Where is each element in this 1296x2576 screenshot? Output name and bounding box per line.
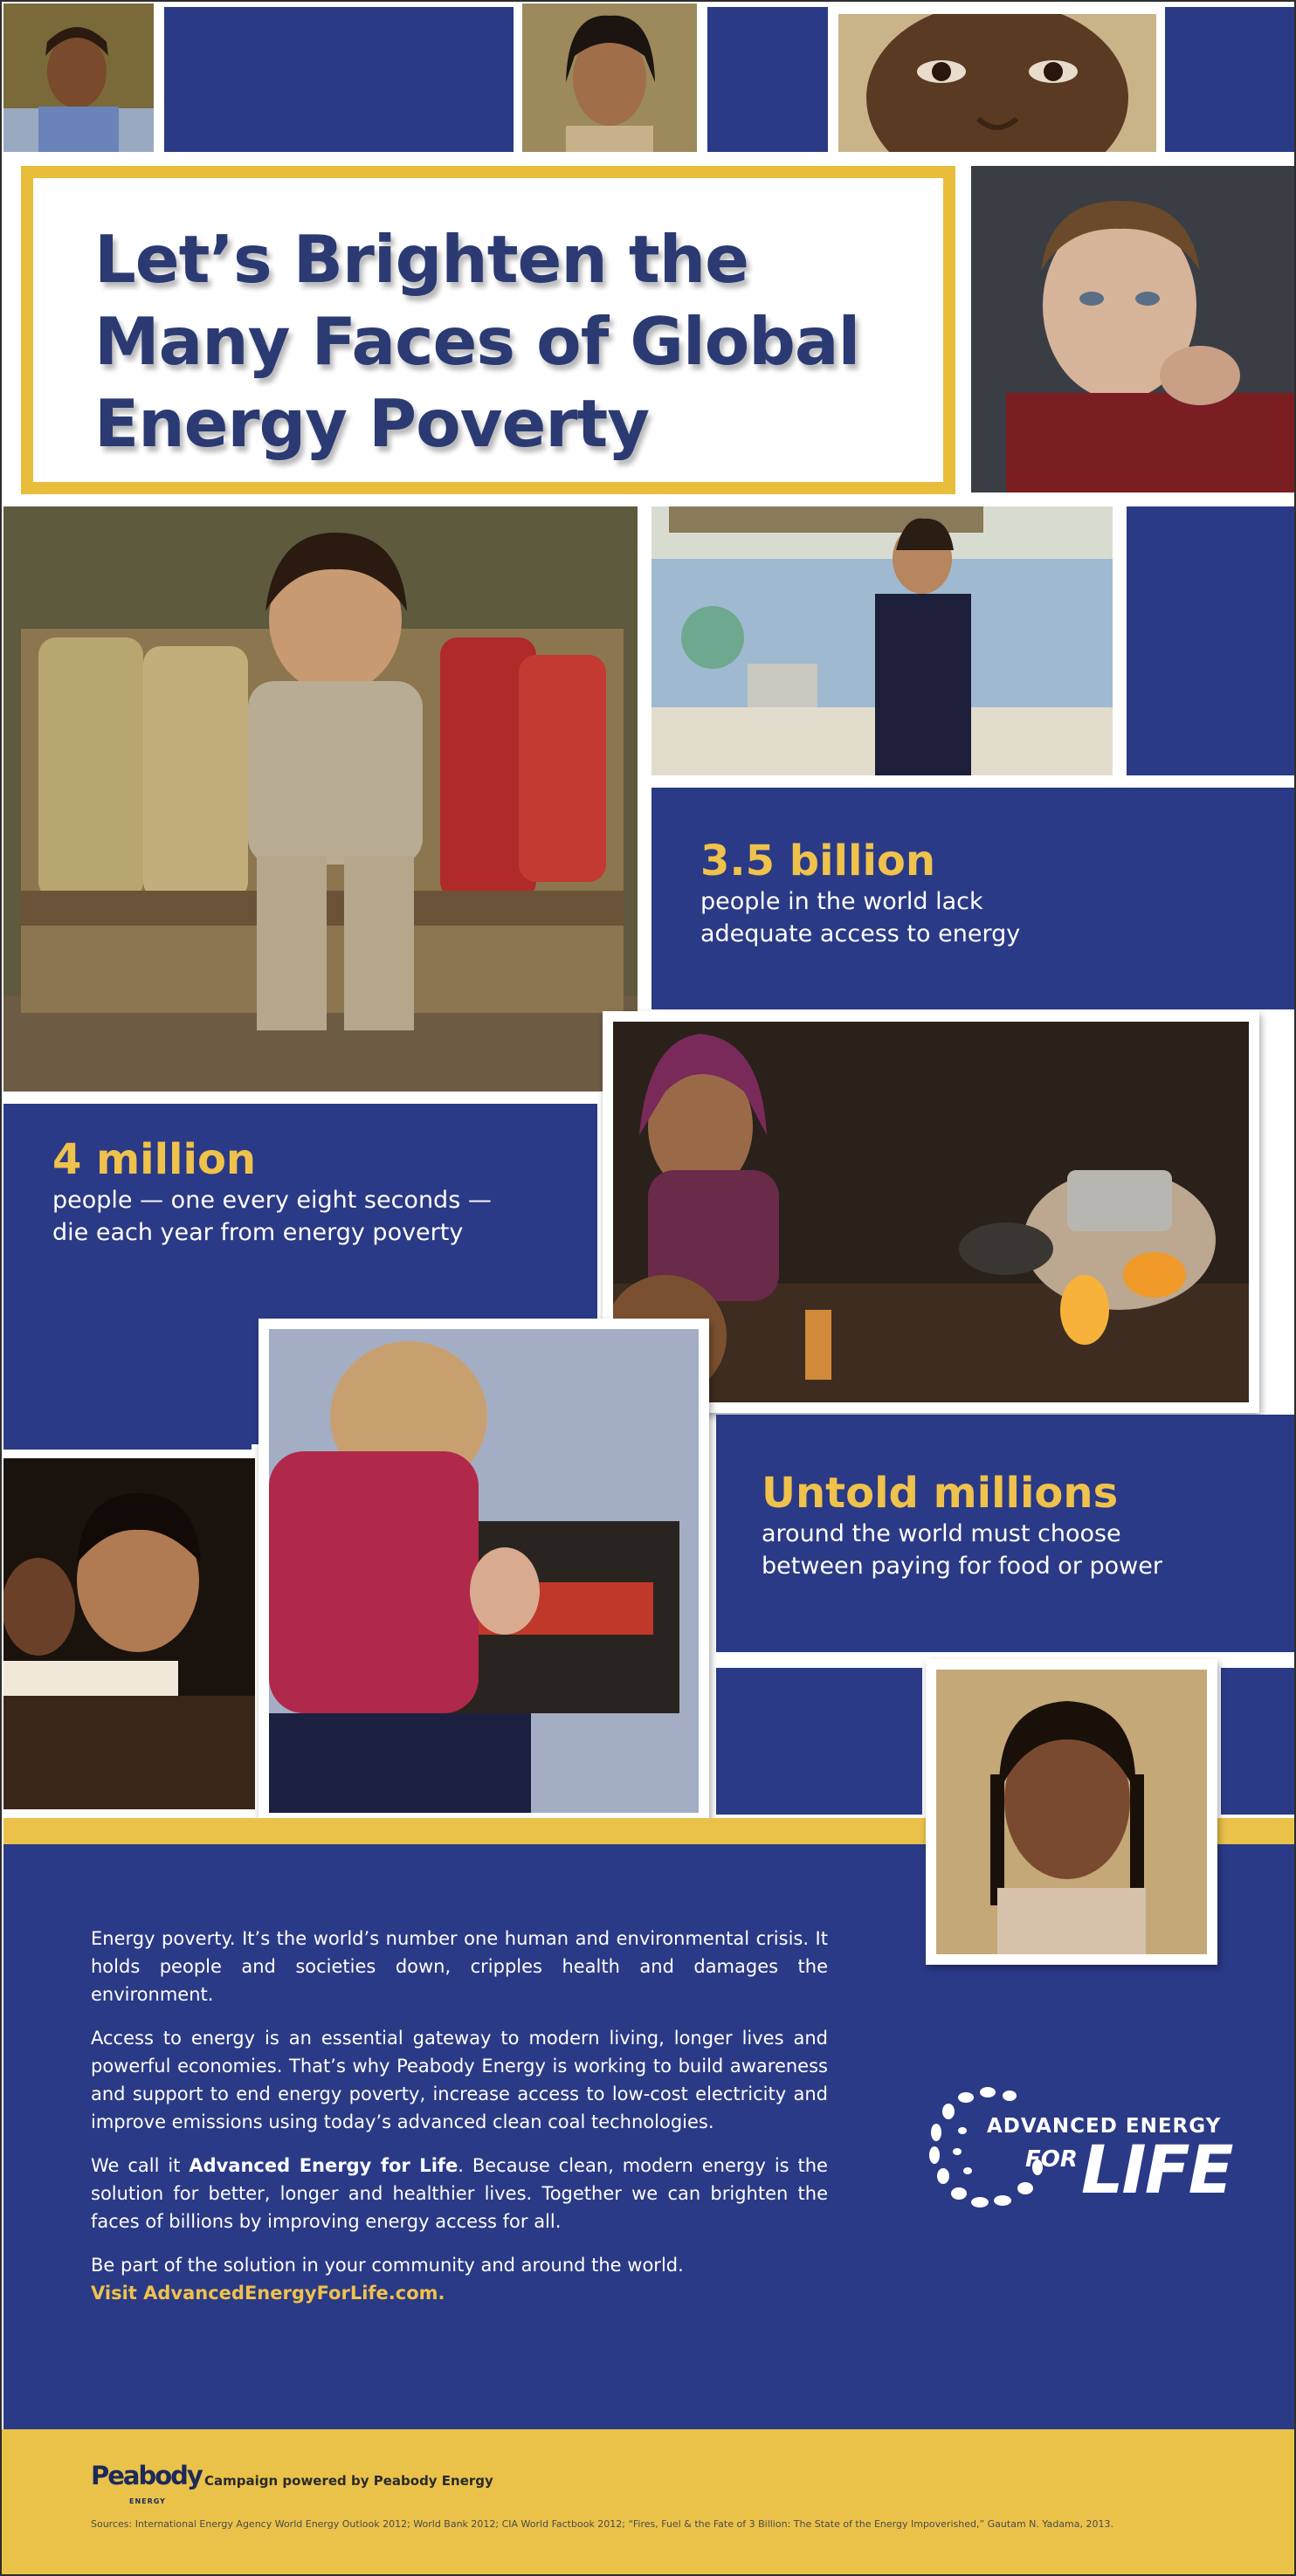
stat-untold-millions	[762, 1469, 1286, 1582]
top-navy-band	[1165, 7, 1296, 152]
advanced-energy-for-life-logo	[922, 2080, 1232, 2220]
children-reading-photo	[3, 1458, 255, 1809]
body-paragraph: Access to energy is an essential gateway to modern living, longer lives and powerful economies. That’s why Peabody Energy is working to build awareness and support to end energy poverty, increase access to low-cost electricity and improve emissions using today’s advanced clean coal technologies.	[91, 2028, 828, 2132]
navy-panel	[716, 1668, 922, 1815]
stat-4-million	[52, 1135, 594, 1249]
body-text: . Because clean, modern energy is the solution for better, longer and healthier lives. Together we can brighten the faces of billions by improving energy access for all.	[91, 2155, 828, 2232]
body-text: We call it	[91, 2155, 190, 2176]
girl-braids-photo	[926, 1659, 1217, 1965]
headline-box	[21, 166, 955, 494]
campaign-credit: Campaign powered by Peabody Energy	[204, 2473, 493, 2489]
headline-line: Many Faces of Global	[94, 303, 860, 380]
body-paragraph: Energy poverty. It’s the world’s number one human and environmental crisis. It holds people and societies down, cripples health and damages the environment.	[91, 1928, 828, 2005]
body-copy	[91, 1925, 828, 2323]
child-eyes-closeup-photo	[838, 14, 1156, 152]
stat-description: people in the world lack	[700, 888, 983, 915]
body-text: Be part of the solution in your community and around the world.	[91, 2255, 684, 2276]
stat-description: die each year from energy poverty	[52, 1219, 464, 1246]
logo-text: FOR	[1025, 2146, 1078, 2173]
headline-line: Energy Poverty	[94, 385, 650, 462]
website-link[interactable]: Visit AdvancedEnergyForLife.com.	[91, 2283, 445, 2304]
footer-bar	[2, 2429, 1296, 2576]
pensive-boy-photo	[971, 166, 1296, 492]
child-on-cart-photo	[3, 506, 638, 1092]
top-navy-band	[164, 7, 514, 152]
stat-number: 4 million	[52, 1135, 257, 1184]
stat-description: people — one every eight seconds —	[52, 1187, 492, 1214]
peabody-logo	[91, 2461, 202, 2505]
sources-citation: Sources: International Energy Agency World Energy Outlook 2012; World Bank 2012; CIA World Factbook 2012; “Fires, Fuel & the Fate of 3 Billion: The State of the Energy Impoverished,” Gautam N. Yadama, 2013.	[91, 2518, 1113, 2530]
stat-description: between paying for food or power	[762, 1553, 1162, 1580]
stat-description: adequate access to energy	[700, 920, 1021, 947]
elderly-woman-heater-photo	[259, 1319, 709, 1823]
navy-panel	[1221, 1668, 1296, 1815]
brand-subtitle: ENERGY	[129, 2497, 166, 2505]
body-paragraph	[91, 2152, 828, 2235]
stat-description: around the world must choose	[762, 1520, 1121, 1547]
body-paragraph	[91, 2251, 828, 2307]
boy-portrait-photo	[3, 3, 154, 152]
navy-panel	[1127, 506, 1296, 775]
woman-in-kitchen-photo	[651, 506, 1113, 775]
logo-text: LIFE	[1081, 2131, 1232, 2208]
stat-number: Untold millions	[762, 1469, 1119, 1518]
logo-text: ADVANCED ENERGY	[987, 2115, 1222, 2138]
page-title	[94, 218, 933, 465]
top-navy-band	[707, 7, 828, 152]
campaign-name: Advanced Energy for Life	[189, 2155, 458, 2176]
navy-panel	[3, 1444, 252, 1450]
stat-number: 3.5 billion	[700, 837, 936, 885]
stat-3-5-billion	[700, 837, 1277, 950]
brand-name: Peabody	[91, 2461, 202, 2490]
young-woman-portrait-photo	[522, 3, 697, 152]
headline-line: Let’s Brighten the	[94, 221, 749, 298]
